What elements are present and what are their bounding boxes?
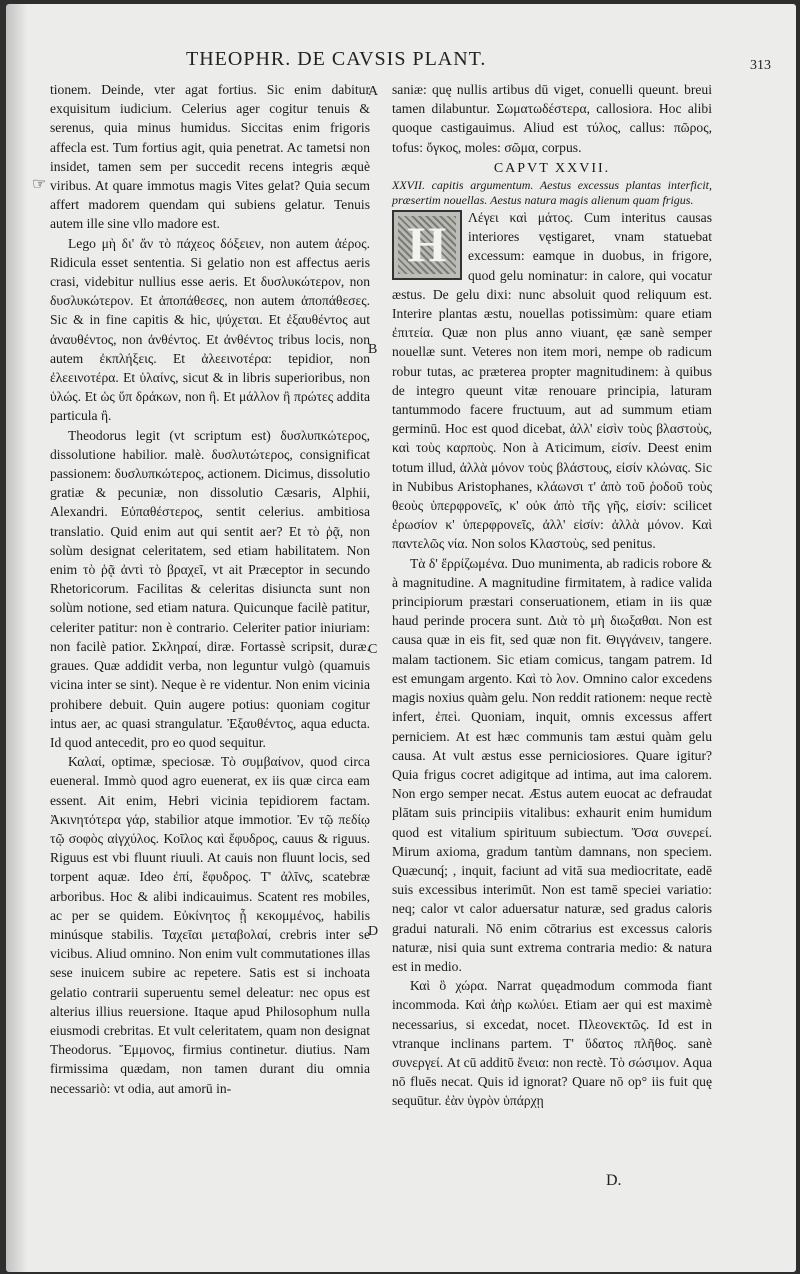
catchword: D.: [606, 1172, 622, 1189]
pointing-hand-icon: ☞: [32, 174, 47, 193]
chapter-argument: XXVII. capitis argumentum. Aestus excessus plantas interficit, præsertim nouellas. Aestus natura magis alienum quam frigus.: [392, 178, 712, 208]
book-page: [6, 4, 796, 1272]
margin-letter-d: D: [368, 924, 379, 939]
paragraph: Lego μὴ δι' ἄν τὸ πάχεος δόξειεν, non autem ἀέρος. Ridicula esset sententia. Si gelatio non est affectus aeris crasi, videbitur nullius esse aeris. Et δυσλυκώτερον, non δυσλυκώτερον. Et ἀποπάθεσες, non autem ἀποπάθεσες. Sic & in fine capitis & hic, ψύχεται. Et ἐξαυθέντος aut ἀναυθέντος, non ἀνθέντος. Et ἀνθέντος tribus locis, non autem ἐκπλήξεις. Et ἀλεεινοτέρα: tepidior, non ἐλεεινοτέρα. Et ὑλαίνς, sicut & in libris superioribus, non ὑλώς. Et ὡς ὕπ δράκων, non ἢ. Et μάλλον ἢ πρώτες addita particula ἢ.: [50, 235, 370, 424]
margin-letter-a: A: [368, 84, 379, 99]
running-header: THEOPHR. DE CAVSIS PLANT.: [186, 48, 487, 70]
initial-letter: H: [407, 216, 447, 273]
paragraph: saniæ: quę nullis artibus dū viget, conuelli queunt. breui tamen dilabuntur. Σωματωδέστερα, callosiora. Hoc alibi quoque castigauimus. Aliud est τύλος, callus: πῶρος, tofus: ὄγκος, moles: σῶμα, corpus.: [392, 82, 712, 155]
paragraph: Theodorus legit (vt scriptum est) δυσλυπκώτερος, dissolutione habilior. malè. δυσλυτώτερος, consignificat passionem: δυσλυπκώτερος, actionem. Dicimus, dissolutio gratiæ & pecuniæ, non dissolutio Cæsaris, Alphii, Alexandri. Εὐπαθέστερος, sentit celerius. ambitiosa translatio. Quid enim aut qui sentit aer? Et τὸ ῥᾷ, non solùm designat celeritatem, sed etiam habilitatem. Non enim τὸ ῥᾷ ἀντὶ τὸ βραχεῖ, vt ait Præceptor in secundo Rhetoricorum. Facilitas & celeritas disiuncta sunt non solùm notione, sed etiam natura. Quicunque facilè patitur, celeriter patitur: non è contrario. Celeriter patior iniuriam: non facilè patior. Σκληραί, diræ. Fortassè scripsit, duræ. graues. Quæ addidit verba, non leguntur vulgò (quamuis vicina inter se sint). Neque è re videntur. Non enim vicinia prohibere debuit. Quin augere potius: quoniam cogitur intus aer, ac quasi strangulatur. Ἐξαυθέντος, aqua educta. Id quod antecedit, pro eo quod sequitur.: [50, 427, 370, 750]
paragraph: Καὶ ὃ χώρα. Narrat quęadmodum commoda fiant incommoda. Καὶ ἀὴρ κωλύει. Etiam aer qui est maximè necessarius, si excedat, nocet. Πλεονεκτῶς. Id est in vtranque inclinans partem. Τ' ὕδατος πλῆθος. sanè συνεργεί. At cū additῦ ἕνεια: non rectè. Τὸ σώσιμον. Aqua nō fluēs necat. Quis id ignorat? Quare nō op° iis fuit quę sequūtur. ἐὰν ὑγρὸν ὑπάρχῃ: [392, 978, 712, 1109]
paragraph: Καλαί, optimæ, speciosæ. Τὸ συμβαίνον, quod circa eueneral. Immò quod agro euenerat, ex iis quæ circa eam essent. Ait enim, Hebri vicinia tepidiorem factam. Ἀκινητότερα γάρ, stabilior atque immotior. Ἐν τῷ πεδίῳ τῷ σοφὸς αἰγχύλος. Κοῖλος καὶ ἔφυδρος, cauus & riguus. Riguus est vbi fluunt riuuli. At cauis non fluunt locis, sed torpent aquæ. Ideo ἐπί, ἔφυδρος. Τ' ἀλῖνς, scatebræ arboribus. Hoc & alibi indicauimus. Scatent res mobiles, ac per se quidem. Εὐκίνητος ᾗ κεκομμένος, habilis minúsque stabilis. Ταχεῖαι μεταβολαί, crebris inter se vicibus. Aliud omnino. Non enim vult commutationes illas sese inuicem subire ac repetere. Satis est si inchoata gelatio contrarii superuentu semel deleatur: nec opus est alterius illius reuersione. Itaque apud Philosophum nulla eiusmodi crebritas. Et vult celeritatem, quam non designat Theodorus. Ἔμμονος, firmius continetur. diutius. Nam firmissima quædam, non tamen durant diu omnia necessariò: vt odia, aut amorū in-: [50, 754, 370, 1096]
chapter-heading: CAPVT XXVII.: [493, 160, 611, 176]
page-number: 313: [750, 58, 771, 73]
decorated-initial: [392, 210, 462, 280]
left-column: [50, 80, 370, 1098]
margin-letter-c: C: [368, 642, 378, 657]
right-column: [392, 80, 712, 1111]
margin-letter-b: B: [368, 342, 378, 357]
paragraph: tionem. Deinde, vter agat fortius. Sic enim dabitur exquisitum iudicium. Celerius ager cogitur tenuis & serenus, quia minus humidus. Siccitas enim frigoris affecla est. Tum fortius agit, quia penetrat. Ac tametsi non insidet, tamen sem per succedit recens integris æquè viribus. At quare immotus magis Vites gelat? Quia secum affert madorem quendam qui subiens gelatur. Tenuis autem ille sine vllo madore est.: [50, 82, 370, 232]
paragraph: Λέγει καὶ μάτος. Cum interitus causas interiores vęstigaret, vnam statuebat excessum: eamque in duobus, in frigore, quod gelu nominatur: in calore, qui vocatur æstus. De gelu dixi: nunc absoluit quod reliquum est. Interire plantas æstu, nouellas potissimùm: quare etiam ἐπιτεία. Quæ non plus anno viuant, ęæ sanè semper nouellæ sunt. Veteres non item mori, nempe ob radicum robur tutas, ac præterea propter magnitudinem: à quibus de integro queunt vitæ renouare principia, laturam tantummodo facere fructuum, aut ad summum etiam germinū. Hoc est quod dicebat, ἀλλ' εἰσὶν τοὺς βλαστοὺς, καὶ τοὺς καρποὺς. Non à Ατicimum, εἰσίν. Deest enim totum illud, ἀλλὰ μόνον τοὺς βλάστους, εἰσίν κλώνας. Sic in Nubibus Aristophanes, κλάωνσι τ' ἀπὸ τοῦ ῥοδοῦ τοὺς θεοὺς ὑπερφρονεῖς, κ' οὐκ ἀπὸ τῆς γῆς, εἰσίν: scilicet ἐρωσίον κ' ὑπερφρονεῖς, ἀλλ' εἰσίν: ἀλλὰ μόνον. Καὶ παντελῶς νία. Non solos Κλαστοὺς, sed penitus.: [392, 210, 712, 552]
paragraph: Τὰ δ' ἔρρίζωμένα. Duo munimenta, ab radicis robore & à magnitudine. A magnitudine firmitatem, à radice valida principiorum præstari conseruationem, etiam in iis quæ haud perinde procera sunt. Διὰ τὸ μὴ διωξαθαι. Non est causa quæ in eis fit, sed quæ non fit. Θιγγάνειν, tangere. malam tactionem. Sic etiam comicus, tangam patrem. Id est emungam argento. Καὶ τὸ λον. Omnino calor excedens magis noxius quàm gelu. Non reddit rationem: neque rectè infert, ἐπεὶ. Quoniam, inquit, omnis excessus affert perniciem. At est hæc communis tam æstui quàm gelu causa. At vult æstus esse perniciosiores. Quare igitur? Quia frigus cocret adigitque ad intima, aut ima calorem. Non ergo semper necat. Æstus autem euocat ac defraudat plātam suis principiis vitalibus: exhaurit enim humidum quod est vitalium spirituum subiectum. Ὅσα συνερεί. Mirum axioma, gradum tantùm damnans, non speciem. Quæcunq́; , inquit, faciunt ad vitā sua mediocritate, eadē suis excessibus interimūt. Non est tamē speciei variatio: neq; calor vt calor aduersatur naturæ, sed gradus caloris gradui naturali. Nō enim cōtrarius est excessus caloris naturæ, nisi quia sunt extrema contraria medio: & natura est in medio.: [392, 555, 712, 974]
